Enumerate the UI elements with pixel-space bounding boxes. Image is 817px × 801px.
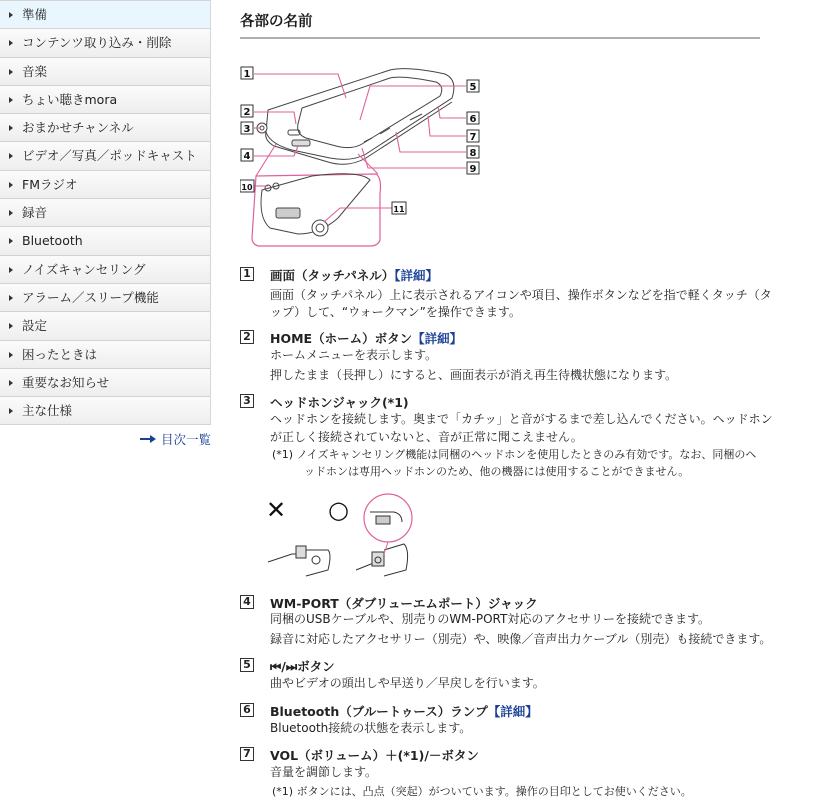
- sidebar-item-video-photo[interactable]: [0, 141, 210, 169]
- triangle-right-icon: [9, 267, 13, 273]
- sidebar-item-label: FMラジオ: [22, 176, 78, 192]
- triangle-right-icon: [9, 12, 13, 18]
- triangle-right-icon: [9, 125, 13, 131]
- callout-8: [467, 146, 479, 159]
- part-entry-2: [240, 329, 817, 389]
- footnote-line: ッドホンは専用ヘッドホンのため、他の機器には使用することができません。: [304, 465, 690, 478]
- toc-link[interactable]: [140, 430, 211, 448]
- callout-9: [467, 162, 479, 175]
- main-content: [240, 0, 817, 801]
- triangle-right-icon: [9, 69, 13, 75]
- sidebar-item-notices[interactable]: [0, 368, 210, 396]
- sidebar-item-fm-radio[interactable]: [0, 170, 210, 198]
- part-number: 2: [240, 330, 254, 344]
- svg-text:8: 8: [469, 148, 477, 159]
- part-title: Bluetooth（ブルートゥース）ランプ【詳細】: [270, 704, 538, 719]
- sidebar-item-alarm-sleep[interactable]: [0, 283, 210, 311]
- part-entry-6: [240, 702, 817, 742]
- part-entry-3: [240, 393, 817, 493]
- triangle-right-icon: [9, 238, 13, 244]
- part-desc-line: 押したまま（長押し）にすると、画面表示が消え再生待機状態になります。: [270, 368, 678, 382]
- part-desc-line: Bluetooth接続の状態を表示します。: [270, 721, 472, 735]
- part-desc-line: ップ）して、“ウォークマン”を操作できます。: [270, 305, 521, 319]
- sidebar-item-label: 重要なお知らせ: [22, 374, 110, 390]
- part-desc-line: が正しく接続されていないと、音が正常に聞こえません。: [270, 430, 583, 444]
- sidebar-item-label: Bluetooth: [22, 233, 83, 249]
- sidebar-item-bluetooth[interactable]: [0, 226, 210, 254]
- sidebar-item-label: ビデオ／写真／ポッドキャスト: [22, 148, 197, 164]
- triangle-right-icon: [9, 182, 13, 188]
- part-desc-line: ヘッドホンを接続します。奥まで「カチッ」と音がするまで差し込んでください。ヘッドホン: [270, 412, 773, 426]
- part-title: 画面（タッチパネル）【詳細】: [270, 268, 439, 283]
- triangle-right-icon: [9, 295, 13, 301]
- part-number: 7: [240, 747, 254, 761]
- svg-text:7: 7: [469, 132, 477, 143]
- svg-text:3: 3: [243, 124, 251, 135]
- sidebar-item-label: 設定: [22, 318, 48, 334]
- triangle-right-icon: [9, 408, 13, 414]
- sidebar-item-label: 準備: [22, 7, 48, 22]
- callout-3: [241, 122, 253, 135]
- callout-7: [467, 130, 479, 143]
- callout-6: [467, 112, 479, 125]
- sidebar-item-recording[interactable]: [0, 198, 210, 226]
- arrow-right-icon: [140, 435, 156, 443]
- detail-link[interactable]: 【詳細】: [412, 331, 463, 346]
- callout-11: [392, 202, 406, 214]
- sidebar-item-music[interactable]: [0, 57, 210, 85]
- part-number: 1: [240, 267, 254, 281]
- part-desc-line: 同梱のUSBケーブルや、別売りのWM-PORT対応のアクセサリーを接続できます。: [270, 612, 711, 626]
- sidebar-item-label: 録音: [22, 205, 48, 221]
- part-desc-line: 音量を調節します。: [270, 765, 378, 779]
- svg-text:4: 4: [243, 151, 251, 162]
- callout-10: [240, 180, 254, 192]
- headphone-insertion-figure: [266, 490, 426, 582]
- title-divider: [240, 37, 760, 39]
- svg-text:1: 1: [243, 69, 251, 80]
- triangle-right-icon: [9, 323, 13, 329]
- part-title: HOME（ホーム）ボタン【詳細】: [270, 331, 463, 346]
- part-title: WM-PORT（ダブリューエムポート）ジャック: [270, 596, 538, 611]
- sidebar-item-specs[interactable]: [0, 396, 210, 424]
- sidebar-item-label: アラーム／スリープ機能: [22, 289, 159, 305]
- part-title: ⏮/⏭ボタン: [270, 659, 335, 674]
- part-entry-1: [240, 266, 817, 326]
- triangle-right-icon: [9, 210, 13, 216]
- page-title: 各部の名前: [240, 14, 313, 30]
- triangle-right-icon: [9, 153, 13, 159]
- callout-1: [241, 67, 253, 80]
- triangle-right-icon: [9, 97, 13, 103]
- svg-text:2: 2: [243, 107, 251, 118]
- device-diagram: [240, 58, 480, 254]
- sidebar-item-mora[interactable]: [0, 85, 210, 113]
- wrong-mark: ✕: [266, 496, 287, 524]
- footnote-line: (*1) ボタンには、凸点（突起）がついています。操作の目印としてお使いください。: [272, 785, 692, 798]
- sidebar-item-preparation[interactable]: [0, 0, 210, 28]
- part-desc-line: 画面（タッチパネル）上に表示されるアイコンや項目、操作ボタンなどを指で軽くタッチ（タ: [270, 288, 772, 302]
- part-title: VOL（ボリューム）＋(*1)/－ボタン: [270, 748, 479, 763]
- svg-text:5: 5: [469, 82, 477, 93]
- sidebar: [0, 0, 211, 447]
- part-entry-5: [240, 657, 817, 697]
- sidebar-item-settings[interactable]: [0, 311, 210, 339]
- triangle-right-icon: [9, 380, 13, 386]
- toc-link-label: 目次一覧: [160, 432, 211, 447]
- sidebar-item-label: ノイズキャンセリング: [22, 261, 146, 277]
- detail-link[interactable]: 【詳細】: [394, 268, 439, 283]
- part-desc-line: ホームメニューを表示します。: [270, 348, 438, 362]
- triangle-right-icon: [9, 352, 13, 358]
- part-desc-line: 録音に対応したアクセサリー（別売）や、映像／音声出力ケーブル（別売）も接続できます。: [270, 632, 772, 646]
- footnote-line: (*1) ノイズキャンセリング機能は同梱のヘッドホンを使用したときのみ有効です。なお、同梱のヘ: [272, 448, 757, 461]
- callout-4: [241, 149, 253, 162]
- sidebar-nav: [0, 0, 211, 425]
- callout-5: [467, 80, 479, 93]
- sidebar-item-noise-cancelling[interactable]: [0, 255, 210, 283]
- part-number: 4: [240, 595, 254, 609]
- sidebar-item-troubleshooting[interactable]: [0, 340, 210, 368]
- svg-text:9: 9: [469, 164, 477, 175]
- part-number: 6: [240, 703, 254, 717]
- part-number: 5: [240, 658, 254, 672]
- sidebar-item-label: コンテンツ取り込み・削除: [22, 35, 172, 51]
- callout-2: [241, 105, 253, 118]
- sidebar-item-content-import[interactable]: [0, 28, 210, 56]
- sidebar-item-label: ちょい聴きmora: [22, 91, 118, 107]
- sidebar-item-label: おまかせチャンネル: [22, 120, 134, 136]
- sidebar-item-omakase-channel[interactable]: [0, 113, 210, 141]
- sidebar-item-label: 音楽: [22, 63, 48, 79]
- part-entry-4: [240, 594, 817, 654]
- svg-text:6: 6: [469, 114, 477, 125]
- sidebar-item-label: 困ったときは: [22, 346, 98, 362]
- detail-link[interactable]: 【詳細】: [487, 704, 538, 719]
- part-title: ヘッドホンジャック(*1): [270, 395, 409, 410]
- triangle-right-icon: [9, 40, 13, 46]
- part-desc-line: 曲やビデオの頭出しや早送り／早戻しを行います。: [270, 676, 545, 690]
- svg-text:10: 10: [241, 183, 253, 192]
- svg-text:11: 11: [393, 205, 405, 214]
- right-mark: ○: [328, 496, 349, 524]
- part-number: 3: [240, 394, 254, 408]
- part-entry-7: [240, 746, 817, 801]
- sidebar-item-label: 主な仕様: [22, 403, 73, 419]
